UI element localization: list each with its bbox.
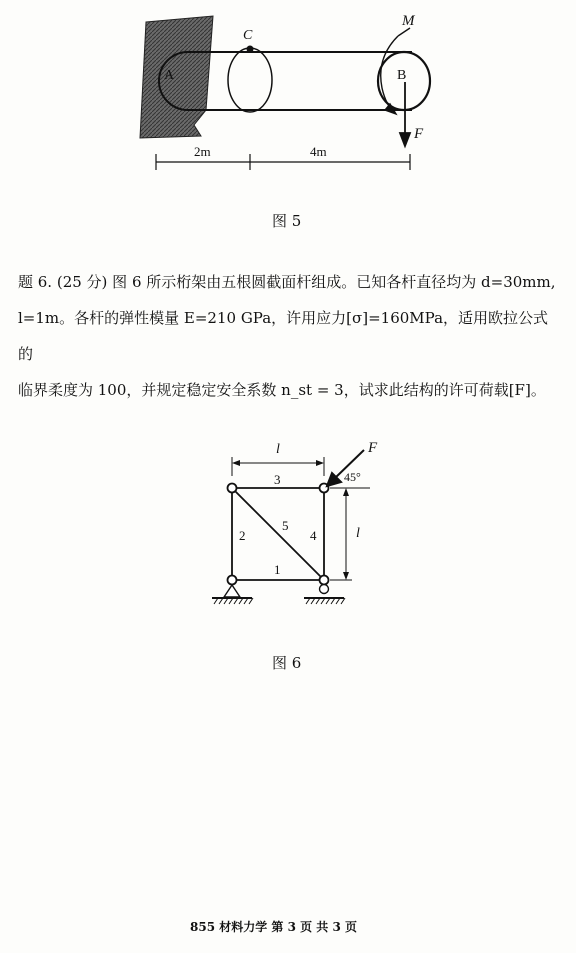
label-l-top: l <box>276 442 280 457</box>
fixed-wall <box>140 16 213 138</box>
force-f-arrow-fig5 <box>400 82 410 146</box>
label-c: C <box>243 28 253 43</box>
problem-line-2: l=1m。各杆的弹性模量 E=210 GPa，许用应力[σ]=160MPa，适用欧拉公式的 <box>18 309 549 363</box>
member-label-2: 2 <box>239 528 246 543</box>
member-label-1: 1 <box>274 562 281 577</box>
member-label-5: 5 <box>282 518 289 533</box>
label-b: B <box>397 68 407 83</box>
dimension-4m: 4m <box>310 144 327 159</box>
member-label-3: 3 <box>274 472 281 487</box>
problem-6-text <box>18 264 562 408</box>
page-footer: 855 材料力学 第 3 页 共 3 页 <box>190 920 357 934</box>
label-angle: 45° <box>344 470 361 484</box>
figure-6-caption: 图 6 <box>272 654 302 672</box>
label-a: A <box>164 68 175 83</box>
point-c-marker <box>247 46 254 53</box>
label-f-fig5: F <box>414 126 424 142</box>
dimension-2m: 2m <box>194 144 211 159</box>
label-m: M <box>402 13 415 29</box>
label-l-side: l <box>356 526 360 541</box>
problem-line-1: 题 6. (25 分) 图 6 所示桁架由五根圆截面杆组成。已知各杆直径均为 d=30mm, <box>18 273 556 291</box>
problem-line-3: 临界柔度为 100，并规定稳定安全系数 n_st = 3，试求此结构的许可荷载[F]。 <box>18 381 546 399</box>
section-c-ellipse <box>228 48 272 112</box>
label-f-fig6: F <box>368 440 378 456</box>
member-label-4: 4 <box>310 528 317 543</box>
figure-5-caption: 图 5 <box>272 212 302 230</box>
